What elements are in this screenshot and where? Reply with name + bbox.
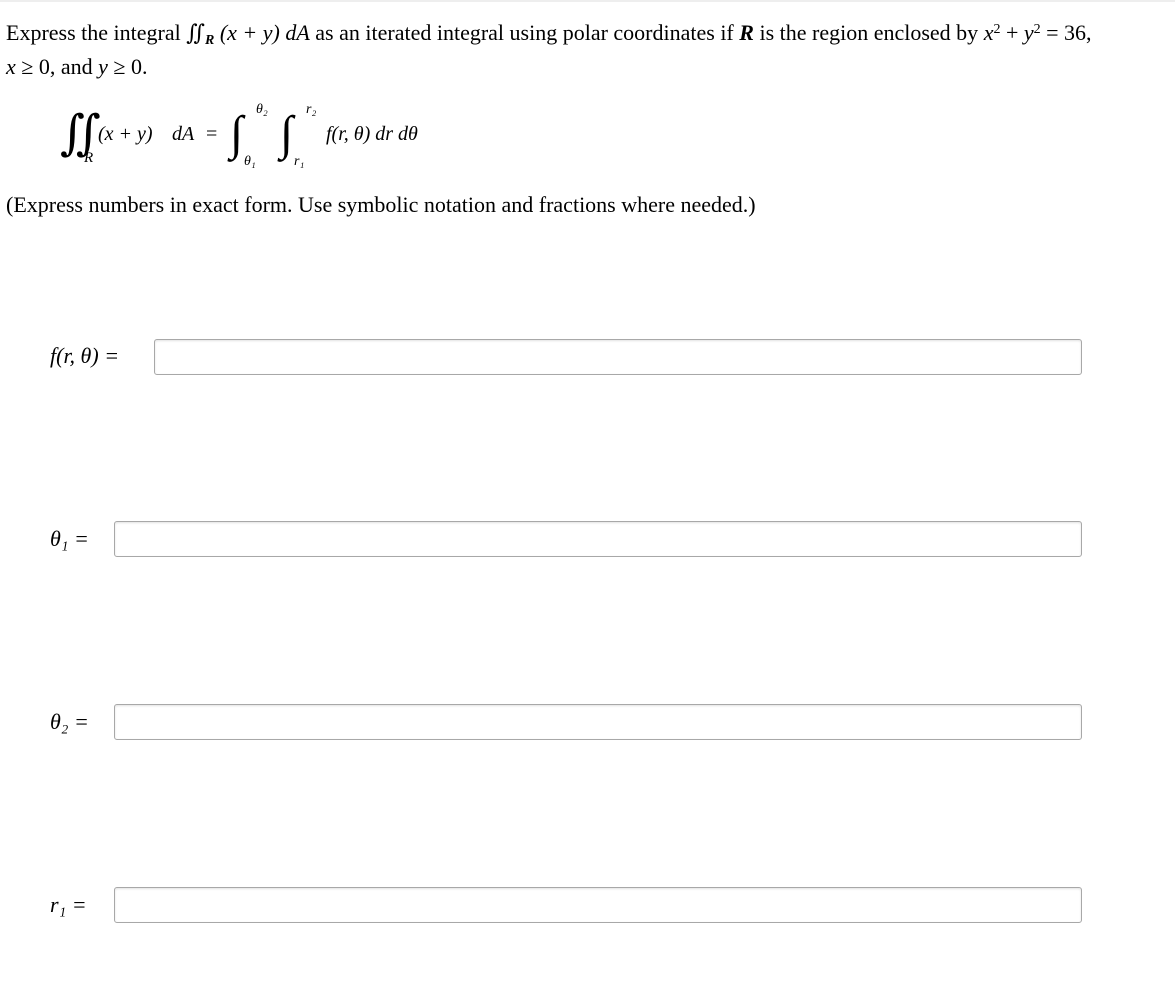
double-integral-symbol: ∬: [186, 20, 199, 45]
question-eq-y: y: [1023, 20, 1034, 45]
question-text: [6, 16, 1166, 84]
question-integrand: (x + y): [219, 20, 280, 45]
question-exp-x: 2: [993, 22, 1001, 37]
inner-upper-limit: r₂: [306, 102, 317, 117]
iterated-integral-formula: [60, 100, 480, 180]
formula-dA: dA: [172, 123, 195, 145]
theta2-input[interactable]: [114, 704, 1082, 740]
question-eq-plus: +: [1005, 20, 1019, 45]
inner-lower-limit: r₁: [294, 154, 305, 169]
theta2-label: θ₂ =: [50, 709, 89, 734]
formula-equals: =: [206, 123, 218, 145]
question-cond-x: x: [6, 54, 16, 79]
question-differential: dA: [285, 20, 310, 45]
question-region-word: R: [739, 20, 754, 45]
r1-label: r₁ =: [50, 892, 87, 917]
r1-input[interactable]: [114, 887, 1082, 923]
question-region-subscript: R: [204, 33, 215, 48]
inner-integral-symbol: ∫: [280, 107, 294, 160]
question-cond-ge1: ≥ 0, and: [21, 54, 93, 79]
outer-upper-limit: θ₂: [256, 102, 268, 117]
question-middle: as an iterated integral using polar coordinates if: [315, 20, 734, 45]
theta1-label: θ₁ =: [50, 526, 89, 551]
question-eq-x: x: [983, 20, 994, 45]
formula-integrand: (x + y): [98, 123, 153, 145]
f-r-theta-input[interactable]: [154, 339, 1082, 375]
top-border: [0, 0, 1175, 2]
formula-region: R: [84, 150, 94, 166]
question-eq-rhs: = 36,: [1046, 20, 1092, 45]
question-prefix: Express the integral: [6, 20, 181, 45]
question-tail: is the region enclosed by: [759, 20, 979, 45]
instruction-text: (Express numbers in exact form. Use symbolic notation and fractions where needed.): [6, 192, 756, 217]
outer-lower-limit: θ₁: [244, 154, 256, 169]
question-cond-y: y: [98, 54, 108, 79]
question-exp-y: 2: [1033, 22, 1041, 37]
double-integral-symbol: ∬: [60, 107, 87, 160]
question-cond-ge2: ≥ 0.: [113, 54, 148, 79]
outer-integral-symbol: ∫: [230, 107, 244, 160]
f-r-theta-label: f(r, θ) =: [50, 343, 120, 368]
theta1-input[interactable]: [114, 521, 1082, 557]
formula-polar-integrand: f(r, θ) dr dθ: [326, 123, 418, 145]
